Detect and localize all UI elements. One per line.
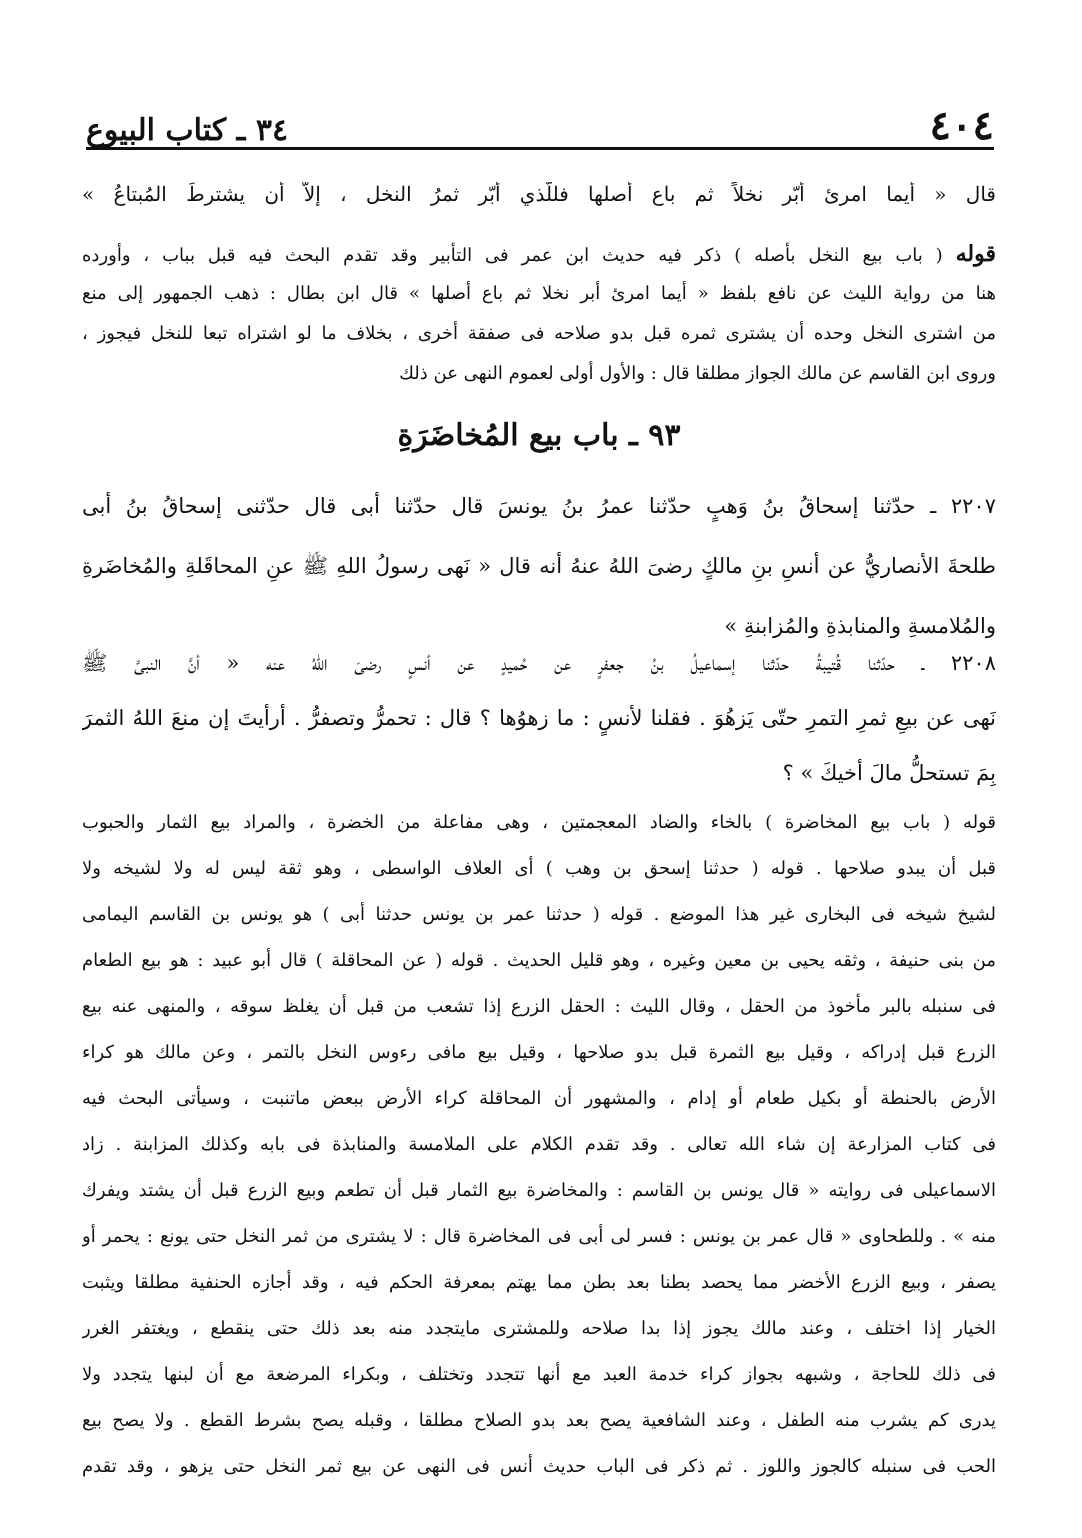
commentary-line: فى سنبله بالبر مأخوذ من الحقل ، وقال الليث : الحقل الزرع إذا تشعب من قبل أن يغلظ سوقه ، والمنهى عنه بيع [82, 996, 996, 1017]
header-rule [86, 147, 994, 150]
commentary-line: الخيار إذا اختلف ، وعند مالك يجوز إذا بدا صلاحه وللمشترى مايتجدد منه بعد ذلك حتى ينقطع ، ويغتفر الغرر [82, 1318, 996, 1339]
running-head: ٣٤ ـ كتاب البيوع [86, 113, 289, 148]
commentary-line: منه » . وللطحاوى « قال عمر بن يونس : فسر لى أبى فى المخاضرة قال : لا يشترى من ثمر النخل حتى يونع : يحمر أو [82, 1226, 996, 1247]
hadith-2207 [82, 476, 996, 656]
chapter-heading: ٩٣ ـ باب بيع المُخاضَرَةِ [397, 418, 681, 453]
commentary-line: قبل أن يبدو صلاحها . قوله ( حدثنا إسحق بن وهب ) أى العلاف الواسطى ، وهو ثقة ليس له ولا لشيخه ولا [82, 858, 996, 879]
commentary-line: فى كتاب المزارعة إن شاء الله تعالى . وقد تقدم الكلام على الملامسة والمنابذة فى بابه وكذلك المزابنة . زاد [82, 1134, 996, 1155]
commentary-line-text: ( باب بيع النخل بأصله ) ذكر فيه حديث ابن عمر فى التأبير وقد تقدم البحث فيه قبل بباب ، وأورده [82, 245, 943, 266]
hadith-line: بِمَ تستحلُّ مالَ أخيكَ » ؟ [782, 761, 996, 785]
commentary-line: هنا من رواية الليث عن نافع بلفظ « أيما امرئ أبر نخلا ثم باع أصلها » قال ابن بطال : ذهب الجمهور إلى منع [82, 283, 996, 304]
commentary-keyword: قوله [955, 241, 996, 267]
commentary-block-1 [82, 234, 996, 394]
commentary-line [82, 234, 996, 274]
hadith-line: طلحةَ الأنصاريُّ عن أنسِ بنِ مالكٍ رضىَ اللهُ عنهُ أنه قال « نَهى رسولُ اللهِ ﷺ عنِ المحاقَلةِ والمُخاضَرةِ [82, 554, 996, 578]
commentary-line: الأرض بالحنطة أو بكيل طعام أو إدام ، والمشهور أن المحاقلة كراء الأرض ببعض ماتنبت ، وسيأتى البحث فيه [82, 1088, 996, 1109]
commentary-line: وروى ابن القاسم عن مالك الجواز مطلقا قال : والأول أولى لعموم النهى عن ذلك [399, 363, 996, 384]
commentary-line: من اشترى النخل وحده أن يشترى ثمره قبل بدو صلاحه فى صفقة أخرى ، بخلاف ما لو اشتراه تبعا للنخل فيجوز ، [82, 323, 996, 344]
hadith-line: نَهى عن بيعِ ثمرِ التمرِ حتّى يَزهُوَ . فقلنا لأنسٍ : ما زهوُها ؟ قال : تحمرُّ وتصفرُّ . أرأيتَ إن منعَ اللهُ الثمرَ [82, 706, 996, 730]
hadith-2208 [82, 636, 996, 801]
page-header [86, 96, 994, 149]
commentary-line: الاسماعيلى فى روايته « قال يونس بن القاسم : والمخاضرة بيع الثمار قبل أن تطعم وبيع الزرع قبل أن يشتد ويفرك [82, 1180, 996, 1201]
opening-line: قال « أيما امرئ أبّر نخلاً ثم باع أصلها فللّذي أبّر ثمرُ النخل ، إلاّ أن يشترطَ المُبتاعُ » [82, 182, 996, 206]
commentary-line: لشيخ شيخه فى البخارى غير هذا الموضع . قوله ( حدثنا عمر بن يونس حدثنا أبى ) هو يونس بن القاسم اليمامى [82, 904, 996, 925]
commentary-line: الزرع قبل إدراكه ، وقيل بيع الثمرة قبل بدو صلاحها ، وقيل بيع مافى رءوس النخل بالتمر ، وعن مالك هو كراء [82, 1042, 996, 1063]
opening-text [82, 182, 996, 206]
hadith-line: ٢٢٠٨ ـ حدّثنا قُتيبةُ حدّثنا إسماعيلُ بنُ جعفرٍ عن حُميدٍ عن أنسٍ رضىَ اللهُ عنه « أنَّ النبىَّ ﷺ [82, 651, 996, 675]
page-number: ٤٠٤ [929, 102, 994, 149]
commentary-block-2 [82, 800, 996, 1490]
commentary-line: من بنى حنيفة ، وثقه يحيى بن معين وغيره ، وهو قليل الحديث . قوله ( عن المحاقلة ) قال أبو عبيد : هو بيع الطعام [82, 950, 996, 971]
commentary-line: يصفر ، وبيع الزرع الأخضر مما يحصد بطنا بعد بطن مما يهتم بمعرفة الحكم فيه ، وقد أجازه الحنفية مطلقا ويثبت [82, 1272, 996, 1293]
hadith-line: والمُلامسةِ والمنابذةِ والمُزابنةِ » [724, 614, 996, 638]
commentary-line: فى ذلك للحاجة ، وشبهه بجواز كراء خدمة العبد مع أنها تتجدد وتختلف ، وبكراء المرضعة مع أن لبنها يتجدد ولا [82, 1364, 996, 1385]
commentary-line: الحب فى سنبله كالجوز واللوز . ثم ذكر فى الباب حديث أنس فى النهى عن بيع ثمر النخل حتى يزهو ، وقد تقدم [82, 1456, 996, 1477]
commentary-line: يدرى كم يشرب منه الطفل ، وعند الشافعية يصح بعد بدو الصلاح مطلقا ، وقبله يصح بشرط القطع . ولا يصح بيع [82, 1410, 996, 1431]
commentary-line: قوله ( باب بيع المخاضرة ) بالخاء والضاد المعجمتين ، وهى مفاعلة من الخضرة ، والمراد بيع الثمار والحبوب [82, 812, 996, 833]
hadith-line: ٢٢٠٧ ـ حدّثنا إسحاقُ بنُ وَهبٍ حدّثنا عمرُ بنُ يونسَ قال حدّثنا أبى قال حدّثنى إسحاقُ بنُ أبى [82, 494, 996, 518]
